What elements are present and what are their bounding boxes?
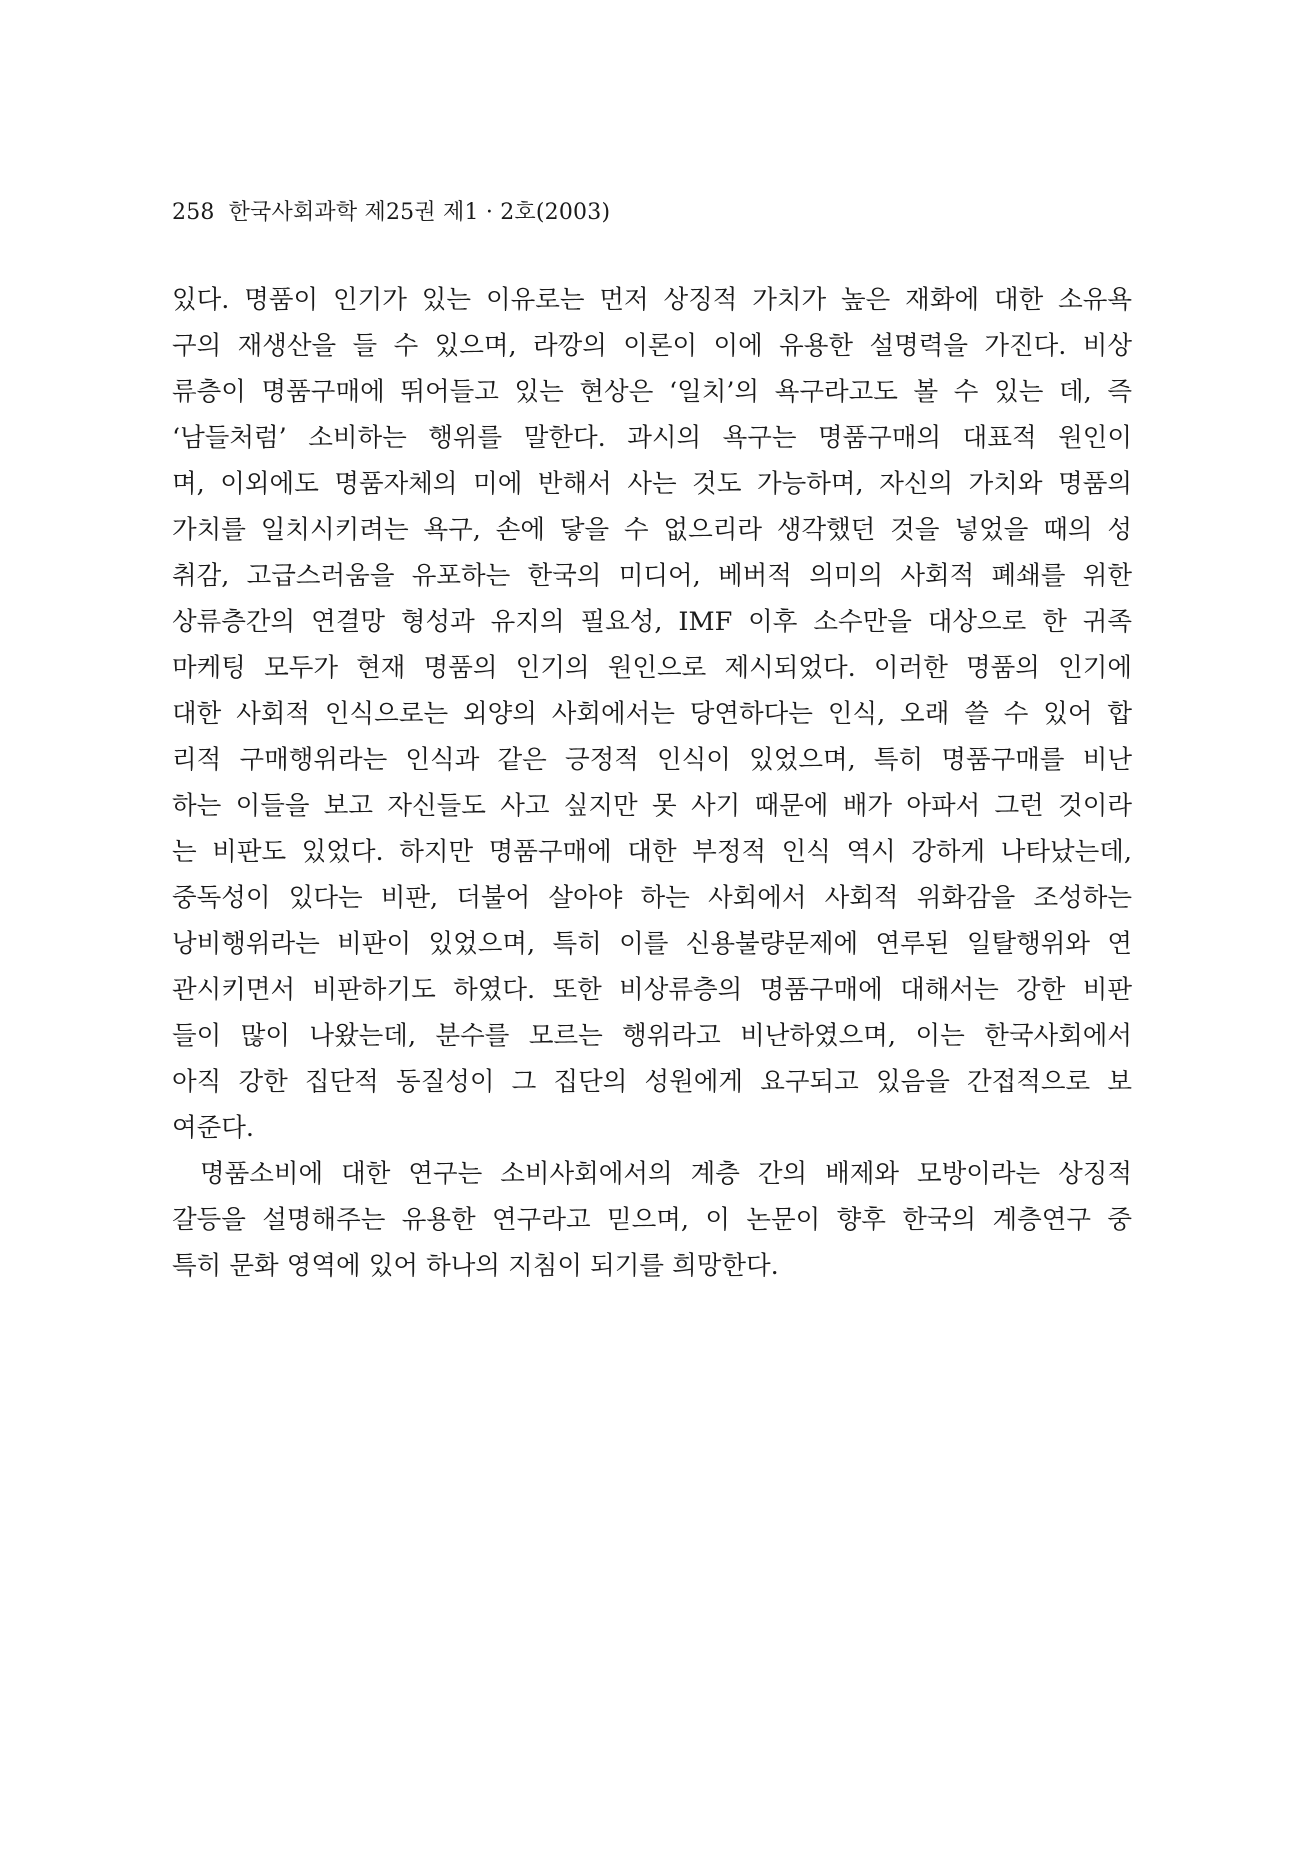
text-line: 중독성이 있다는 비판, 더불어 살아야 하는 사회에서 사회적 위화감을 조성하는 [172, 883, 1132, 913]
text-line: 특히 문화 영역에 있어 하나의 지침이 되기를 희망한다. [172, 1251, 779, 1281]
text-line: 여준다. [172, 1113, 255, 1143]
journal-title: 한국사회과학 제25권 제1 · 2호(2003) [228, 200, 611, 225]
text-line: 갈등을 설명해주는 유용한 연구라고 믿으며, 이 논문이 향후 한국의 계층연구 중 [172, 1205, 1132, 1235]
text-line: 대한 사회적 인식으로는 외양의 사회에서는 당연하다는 인식, 오래 쓸 수 있어 합 [172, 699, 1132, 729]
text-line: 명품소비에 대한 연구는 소비사회에서의 계층 간의 배제와 모방이라는 상징적 [200, 1159, 1132, 1189]
text-line: 들이 많이 나왔는데, 분수를 모르는 행위라고 비난하였으며, 이는 한국사회에서 [172, 1021, 1132, 1051]
body-text [172, 277, 1132, 1289]
text-line: 는 비판도 있었다. 하지만 명품구매에 대한 부정적 인식 역시 강하게 나타났는데, [172, 837, 1132, 867]
text-line: 가치를 일치시키려는 욕구, 손에 닿을 수 없으리라 생각했던 것을 넣었을 때의 성 [172, 515, 1132, 545]
text-line: 아직 강한 집단적 동질성이 그 집단의 성원에게 요구되고 있음을 간접적으로 보 [172, 1067, 1132, 1097]
paragraph [172, 277, 1132, 1151]
text-line: 관시키면서 비판하기도 하였다. 또한 비상류층의 명품구매에 대해서는 강한 비판 [172, 975, 1132, 1005]
text-line: 취감, 고급스러움을 유포하는 한국의 미디어, 베버적 의미의 사회적 폐쇄를 위한 [172, 561, 1132, 591]
text-line: 며, 이외에도 명품자체의 미에 반해서 사는 것도 가능하며, 자신의 가치와 명품의 [172, 469, 1132, 499]
text-line: 구의 재생산을 들 수 있으며, 라깡의 이론이 이에 유용한 설명력을 가진다. 비상 [172, 331, 1132, 361]
text-line: 리적 구매행위라는 인식과 같은 긍정적 인식이 있었으며, 특히 명품구매를 비난 [172, 745, 1132, 775]
paragraph [172, 1151, 1132, 1289]
text-line: 있다. 명품이 인기가 있는 이유로는 먼저 상징적 가치가 높은 재화에 대한 소유욕 [172, 285, 1132, 315]
text-line: 낭비행위라는 비판이 있었으며, 특히 이를 신용불량문제에 연루된 일탈행위와 연 [172, 929, 1132, 959]
running-header [172, 198, 610, 228]
text-line: ‘남들처럼’ 소비하는 행위를 말한다. 과시의 욕구는 명품구매의 대표적 원인이 [172, 423, 1132, 453]
text-line: 하는 이들을 보고 자신들도 사고 싶지만 못 사기 때문에 배가 아파서 그런 것이라 [172, 791, 1132, 821]
text-line: 류층이 명품구매에 뛰어들고 있는 현상은 ‘일치’의 욕구라고도 볼 수 있는 데, 즉 [172, 377, 1132, 407]
page-number: 258 [172, 200, 215, 225]
text-line: 상류층간의 연결망 형성과 유지의 필요성, IMF 이후 소수만을 대상으로 한 귀족 [172, 607, 1132, 637]
text-line: 마케팅 모두가 현재 명품의 인기의 원인으로 제시되었다. 이러한 명품의 인기에 [172, 653, 1132, 683]
